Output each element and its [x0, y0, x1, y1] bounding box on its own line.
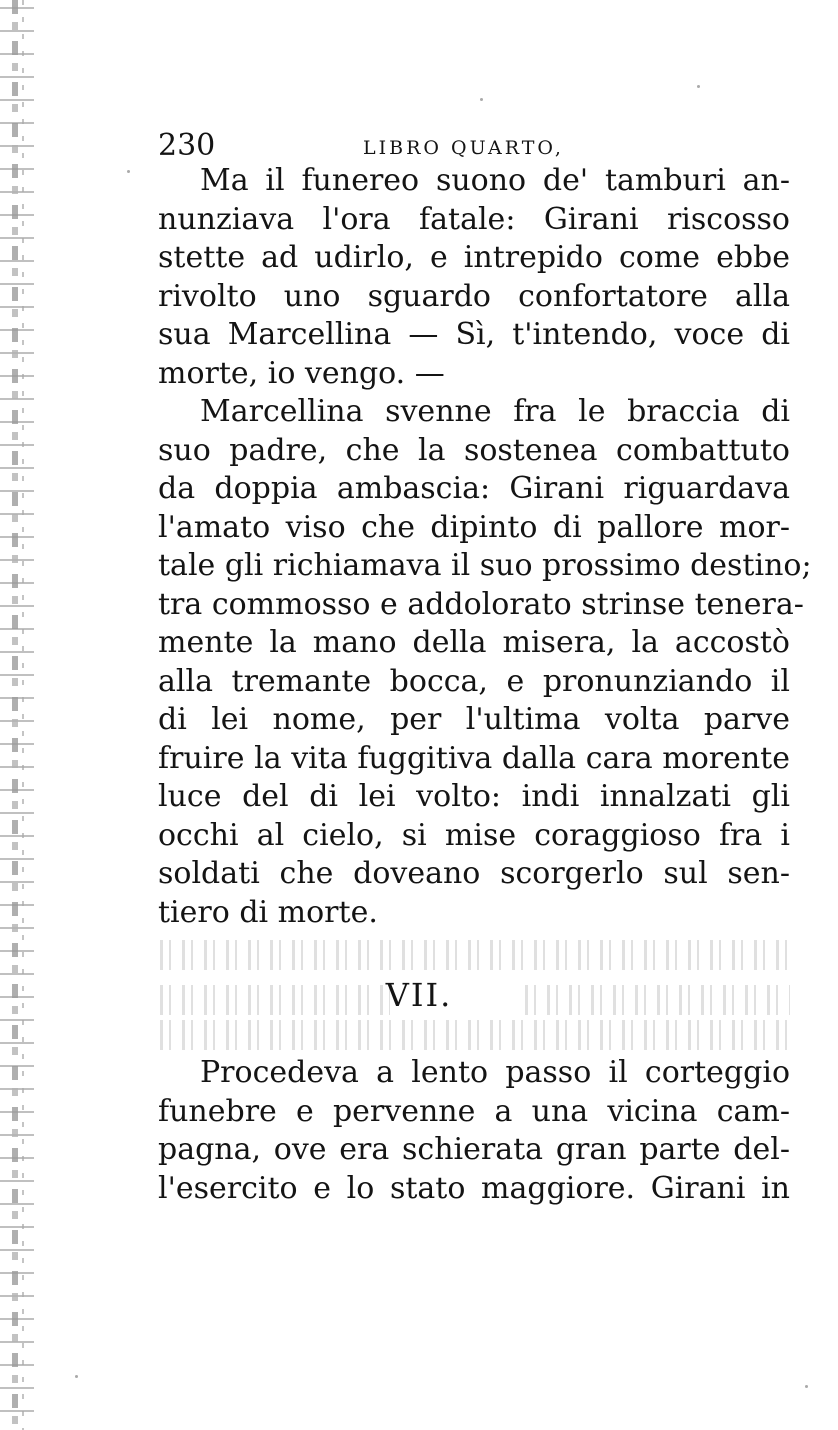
- text-line: funebre e pervenne a una vicina cam-: [158, 1093, 790, 1129]
- text-line: luce del di lei volto: indi innalzati gli: [158, 779, 790, 814]
- text-line: Procedeva a lento passo il corteggio: [200, 1055, 790, 1090]
- show-through: [160, 940, 790, 970]
- binding-edge: [0, 0, 34, 1430]
- text-line: tale gli richiamava il suo prossimo destino;: [158, 548, 812, 583]
- show-through: [160, 1020, 790, 1050]
- text-line: mente la mano della misera, la accostò: [158, 625, 790, 660]
- text-line: Marcellina svenne fra le braccia di: [200, 394, 790, 429]
- running-header: [158, 128, 790, 164]
- text-line: sua Marcellina — Sì, t'intendo, voce di: [158, 317, 790, 352]
- section-heading: VII.: [385, 976, 453, 1014]
- text-line: l'amato viso che dipinto di pallore mor-: [158, 509, 790, 545]
- text-line: suo padre, che la sostenea combattuto: [158, 432, 790, 468]
- paper-speck: [805, 1385, 808, 1388]
- text-line: fruire la vita fuggitiva dalla cara morente: [158, 740, 790, 776]
- text-line: tiero di morte.: [158, 894, 378, 930]
- paper-speck: [75, 1375, 78, 1378]
- text-line: stette ad udirlo, e intrepido come ebbe: [158, 240, 790, 275]
- text-line: tra commosso e addolorato strinse tenera-: [158, 586, 804, 622]
- paper-speck: [697, 85, 700, 88]
- paragraph-1: [158, 162, 790, 393]
- page-number: 230: [158, 128, 216, 163]
- paragraph-2: [158, 393, 812, 932]
- text-line: rivolto uno sguardo confortatore alla: [158, 278, 790, 314]
- text-line: soldati che doveano scorgerlo sul sen-: [158, 856, 790, 891]
- text-line: alla tremante bocca, e pronunziando il: [158, 663, 790, 699]
- running-title: LIBRO QUARTO,: [363, 137, 564, 159]
- text-line: morte, io vengo. —: [158, 355, 445, 391]
- paper-speck: [480, 98, 483, 101]
- text-line: l'esercito e lo stato maggiore. Girani in: [158, 1170, 790, 1206]
- paragraph-3: [158, 1054, 790, 1208]
- text-line: di lei nome, per l'ultima volta parve: [158, 702, 790, 737]
- text-line: da doppia ambascia: Girani riguardava: [158, 471, 790, 506]
- paper-speck: [127, 170, 130, 173]
- text-line: Ma il funereo suono de' tamburi an-: [200, 163, 790, 198]
- text-line: pagna, ove era schierata gran parte del-: [158, 1132, 790, 1167]
- text-line: nunziava l'ora fatale: Girani riscosso: [158, 201, 790, 237]
- text-line: occhi al cielo, si mise coraggioso fra i: [158, 817, 790, 853]
